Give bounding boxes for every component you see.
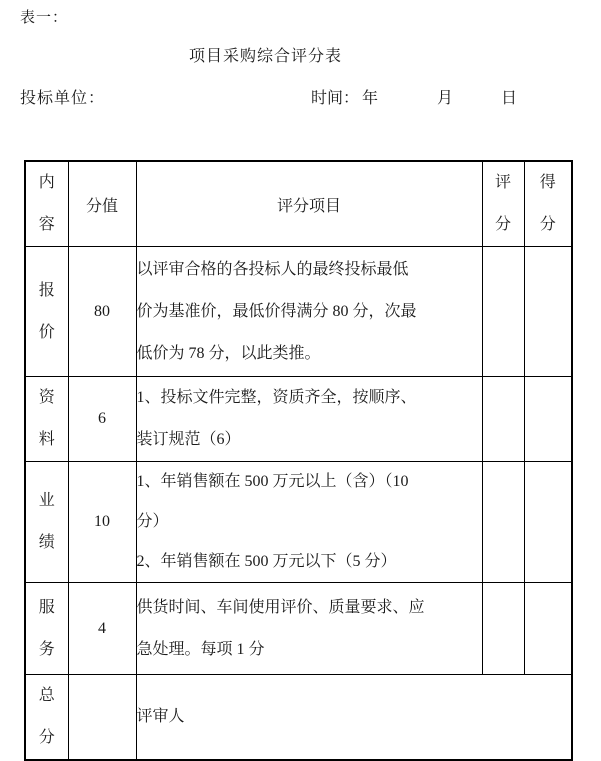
row-items-cell: [136, 377, 482, 462]
time-label: 时间：: [311, 90, 360, 107]
review-score-cell: [482, 462, 524, 583]
bidder-unit-label: 投标单位：: [20, 90, 106, 107]
items-line: 以评审合格的各投标人的最终投标最低: [136, 260, 409, 278]
row-items-cell: [136, 247, 482, 377]
time-day-label: 日: [501, 90, 518, 107]
header-gain-cell: [524, 161, 572, 247]
header-content-cell: [25, 161, 68, 247]
header-value-cell: [68, 161, 136, 247]
time-line: [311, 85, 517, 108]
scoring-table: [24, 160, 573, 761]
row-category-cell: [25, 583, 68, 675]
header-content-label: 内容: [38, 174, 55, 233]
row-category-cell: [25, 462, 68, 583]
row-value-cell: [68, 247, 136, 377]
row-value-cell: [68, 377, 136, 462]
items-line: 1、年销售额在 500 万元以上（含）（10: [136, 473, 409, 490]
row-category-label: 业绩: [38, 492, 55, 551]
header-items-cell: [136, 161, 482, 247]
reviewer-cell: [136, 675, 572, 761]
review-score-cell: [482, 583, 524, 675]
gain-score-cell: [524, 583, 572, 675]
reviewer-label: 评审人: [136, 708, 185, 725]
review-score-cell: [482, 377, 524, 462]
table-number-label: 表一：: [20, 10, 69, 26]
header-gain-label: 得分: [539, 174, 556, 233]
row-items-cell: [136, 462, 482, 583]
row-value: 10: [94, 513, 110, 530]
row-value: 80: [94, 302, 110, 320]
row-value: 6: [98, 410, 106, 427]
row-value-cell: [68, 583, 136, 675]
table-row-total: [25, 675, 572, 761]
row-items-cell: [136, 583, 482, 675]
header-value-label: 分值: [85, 197, 118, 215]
items-line: 1、投标文件完整，资质齐全，按顺序、: [136, 389, 417, 406]
total-value-cell: [68, 675, 136, 761]
gain-score-cell: [524, 247, 572, 377]
row-category-cell: [25, 247, 68, 377]
items-line: 分）: [136, 513, 169, 530]
document-title: 项目采购综合评分表: [189, 48, 343, 65]
header-review-cell: [482, 161, 524, 247]
items-line: 价为基准价，最低价得满分 80 分，次最: [136, 302, 417, 320]
review-score-cell: [482, 247, 524, 377]
total-category-cell: [25, 675, 68, 761]
time-month-label: 月: [437, 90, 454, 107]
row-value-cell: [68, 462, 136, 583]
table-row-performance: [25, 462, 572, 583]
gain-score-cell: [524, 377, 572, 462]
table-row-docs: [25, 377, 572, 462]
table-row-service: [25, 583, 572, 675]
time-year-label: 年: [362, 90, 379, 107]
row-category-label: 服务: [38, 598, 55, 658]
items-line: 供货时间、车间使用评价、质量要求、应: [136, 598, 425, 616]
header-review-label: 评分: [494, 174, 511, 233]
row-category-label: 报价: [38, 281, 55, 341]
items-line: 2、年销售额在 500 万元以下（5 分）: [136, 553, 397, 570]
items-line: 装订规范（6）: [136, 431, 241, 448]
items-line: 急处理。每项 1 分: [136, 640, 265, 658]
total-category-label: 总分: [38, 687, 55, 746]
header-items-label: 评分项目: [276, 197, 341, 215]
gain-score-cell: [524, 462, 572, 583]
row-category-cell: [25, 377, 68, 462]
table-header-row: [25, 161, 572, 247]
table-row-quote: [25, 247, 572, 377]
items-line: 低价为 78 分，以此类推。: [136, 344, 321, 362]
row-value: 4: [98, 619, 106, 637]
row-category-label: 资料: [38, 389, 55, 448]
